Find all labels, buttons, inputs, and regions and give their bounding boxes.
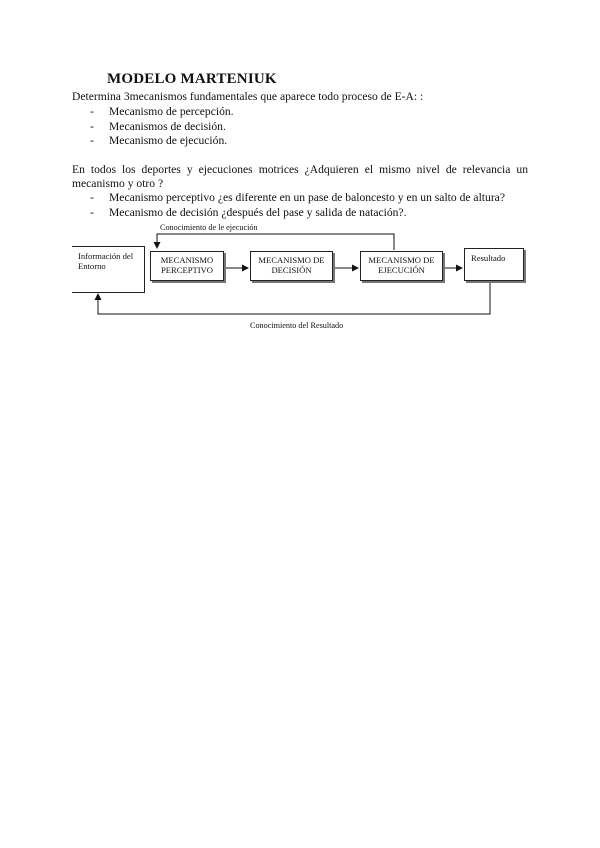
document-title: MODELO MARTENIUK xyxy=(107,71,277,87)
environment-box xyxy=(72,246,145,293)
list-item-text: Mecanismo de ejecución. xyxy=(109,134,228,147)
list-marker: - xyxy=(90,119,94,133)
list-marker: - xyxy=(90,191,94,204)
perception-box xyxy=(150,251,224,281)
list-item-text: Mecanismo de percepción. xyxy=(109,105,234,118)
perception-box-line1: MECANISMO xyxy=(160,255,214,265)
question-paragraph: En todos los deportes y ejecuciones motrices ¿Adquieren el mismo nivel de relevancia un mecanismo y otro ? xyxy=(72,163,528,190)
decision-box xyxy=(250,251,333,281)
result-box-label: Resultado xyxy=(471,253,506,263)
list-marker: - xyxy=(90,105,94,118)
list-item-text: Mecanismos de decisión. xyxy=(109,119,226,133)
execution-box xyxy=(360,251,443,281)
feedback-execution-line xyxy=(157,234,394,250)
result-box xyxy=(464,248,524,281)
list-item-text: Mecanismo de decisión ¿después del pase y salida de natación?. xyxy=(109,205,407,219)
list-marker: - xyxy=(90,205,94,219)
feedback-result-line xyxy=(98,281,490,314)
execution-box-line1: MECANISMO DE xyxy=(368,255,435,265)
decision-box-line1: MECANISMO DE xyxy=(258,255,325,265)
list-marker: - xyxy=(90,134,94,147)
intro-paragraph: Determina 3mecanismos fundamentales que aparece todo proceso de E-A: : xyxy=(72,90,424,103)
decision-box-line2: DECISIÓN xyxy=(271,265,312,275)
feedback-result-label: Conocimiento del Resultado xyxy=(250,321,344,330)
environment-box-line1: Información del xyxy=(78,251,134,261)
feedback-execution-label: Conocimiento de le ejecución xyxy=(160,223,258,232)
execution-box-line2: EJECUCIÓN xyxy=(378,265,425,275)
environment-box-line2: Entorno xyxy=(78,261,106,271)
list-item-text: Mecanismo perceptivo ¿es diferente en un pase de baloncesto y en un salto de altura? xyxy=(109,191,505,204)
perception-box-line2: PERCEPTIVO xyxy=(160,265,214,275)
